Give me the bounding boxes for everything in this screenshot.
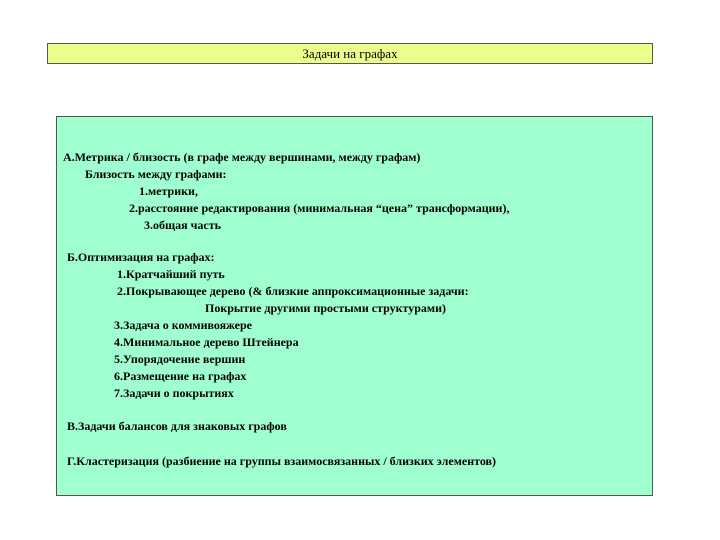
slide-title-bar xyxy=(47,43,653,64)
section-b-item: 4.Минимальное дерево Штейнера xyxy=(114,335,299,349)
section-b-item: 7.Задачи о покрытиях xyxy=(114,386,234,400)
section-b-heading: Б.Оптимизация на графах: xyxy=(67,250,215,264)
section-g-heading: Г.Кластеризация (разбиение на группы взаимосвязанных / близких элементов) xyxy=(67,454,497,468)
slide-title: Задачи на графах xyxy=(302,45,398,61)
section-v-heading: В.Задачи балансов для знаковых графов xyxy=(67,419,287,433)
section-b-item: 6.Размещение на графах xyxy=(114,369,247,383)
section-a-heading: А.Метрика / близость (в графе между вершинами, между графам) xyxy=(63,150,421,164)
content-box xyxy=(56,116,653,496)
section-a-subheading: Близость между графами: xyxy=(85,167,227,181)
section-b-item: 1.Кратчайший путь xyxy=(117,267,225,281)
section-b-item: 3.Задача о коммивояжере xyxy=(114,318,253,332)
section-b-item: 5.Упорядочение вершин xyxy=(114,352,246,366)
section-b-item: Покрытие другими простыми структурами) xyxy=(205,301,447,315)
section-a-item: 1.метрики, xyxy=(139,184,198,198)
section-b-item: 2.Покрывающее дерево (& близкие аппроксимационные задачи: xyxy=(117,284,469,298)
section-a-item: 3.общая часть xyxy=(144,218,221,232)
section-a-item: 2.расстояние редактирования (минимальная “цена” трансформации), xyxy=(129,201,510,215)
